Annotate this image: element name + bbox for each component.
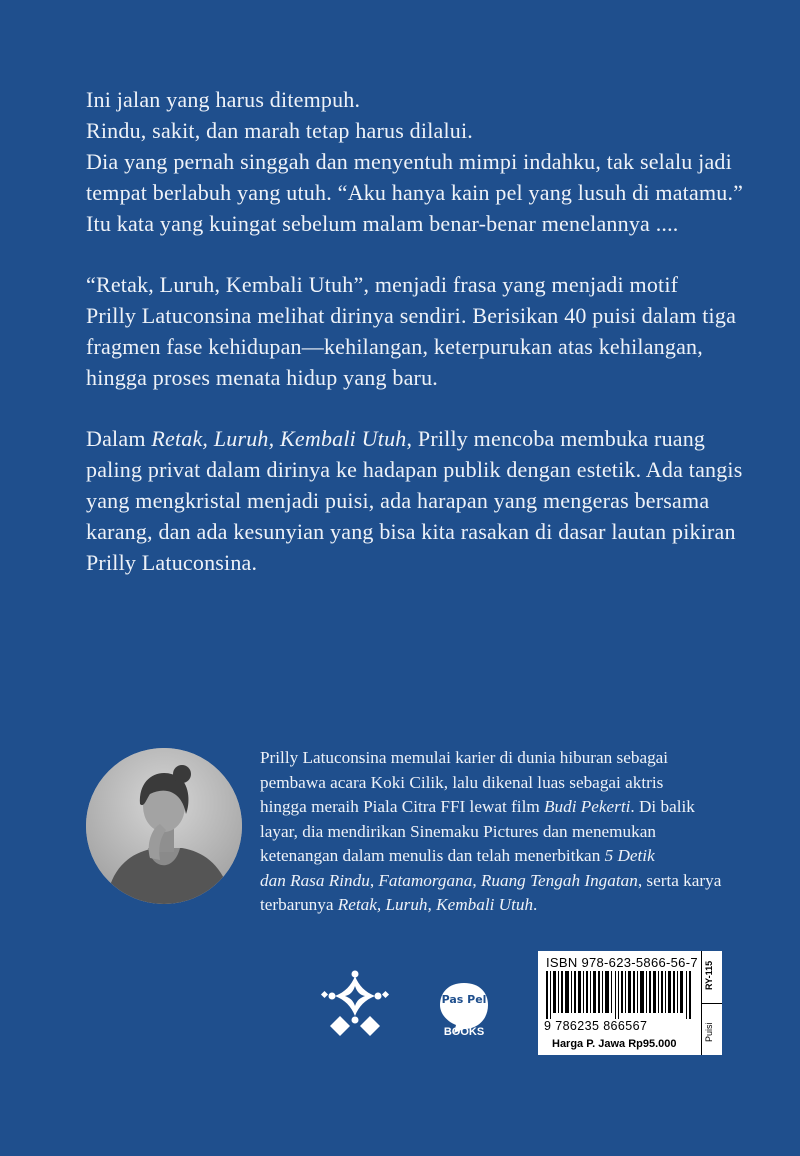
books-logo-label: BOOKS [443,1026,485,1038]
isbn-barcode-block [538,951,722,1055]
genre-label: Puisi [704,1022,714,1042]
side-strip-divider [701,1003,722,1004]
blurb-line: Rindu, sakit, dan marah tetap harus dilalui. [86,118,473,143]
book-title-italic: Ruang Tengah Ingatan [480,870,638,890]
blurb-line: yang mengkristal menjadi puisi, ada harapan yang mengeras bersama [86,488,710,513]
bio-text: . [533,895,538,914]
book-title-italic: Retak, Luruh, Kembali Utuh [151,426,407,451]
barcode-digits: 9 786235 866567 [544,1019,648,1033]
author-photo [86,748,242,904]
bio-text: , serta karya [637,870,722,890]
book-title-italic: 5 Detik [604,846,655,865]
bio-line: pembawa acara Koki Cilik, lalu dikenal luas sebagai aktris [260,772,664,792]
blurb-paragraph-3 [86,423,766,578]
bio-text: hingga meraih Piala Citra FFI lewat film [260,797,545,816]
blurb-line: paling privat dalam dirinya ke hadapan publik dengan estetik. Ada tangis [86,457,743,482]
blurb-line [86,423,766,454]
blurb-paragraph-1 [86,84,766,239]
catalog-code: RY-115 [704,960,714,990]
blurb-line: Prilly Latuconsina. [86,550,258,575]
bio-text: . Di balik [630,797,695,816]
blurb-text: Dalam [86,426,152,451]
blurb-paragraph-2 [86,269,766,393]
blurb-line: fragmen fase kehidupan—kehilangan, keterpurukan atas kehilangan, [86,334,703,359]
film-title-italic: Budi Pekerti [544,797,631,816]
blurb-line: tempat berlabuh yang utuh. “Aku hanya kain pel yang lusuh di matamu.” [86,180,744,205]
blurb-line: karang, dan ada kesunyian yang bisa kita rasakan di dasar lautan pikiran [86,519,736,544]
bio-text: , [472,870,481,890]
bio-line [260,893,780,918]
author-photo-illustration [86,748,242,904]
isbn-number: ISBN 978-623-5866-56-7 [546,955,698,970]
bio-line [260,844,780,869]
bio-text: terbarunya [260,895,338,914]
books-logo-mark-text: Pas Pel [441,993,487,1006]
bio-text: , [369,870,379,890]
author-bio [260,746,780,918]
blurb-line: “Retak, Luruh, Kembali Utuh”, menjadi frasa yang menjadi motif [86,272,679,297]
bio-line: Prilly Latuconsina memulai karier di dunia hiburan sebagai [260,748,669,767]
bio-line [260,795,780,820]
bio-line: layar, dia mendirikan Sinemaku Pictures dan menemukan [260,821,656,841]
book-title-italic: dan Rasa Rindu [260,870,370,890]
blurb-line: Prilly Latuconsina melihat dirinya sendiri. Berisikan 40 puisi dalam tiga [86,303,737,328]
blurb-line: Ini jalan yang harus ditempuh. [86,87,361,112]
barcode-icon [546,971,696,1019]
blurb-line: hingga proses menata hidup yang baru. [86,365,438,390]
blurb-line: Itu kata yang kuingat sebelum malam benar-benar menelannya .... [86,211,679,236]
book-title-italic: Fatamorgana [378,870,473,890]
blurb-line: Dia yang pernah singgah dan menyentuh mimpi indahku, tak selalu jadi [86,149,732,174]
bio-line [260,869,780,894]
blurb-text: , Prilly mencoba membuka ruang [406,426,706,451]
bio-text: ketenangan dalam menulis dan telah menerbitkan [260,846,605,865]
book-title-italic: Retak, Luruh, Kembali Utuh [337,895,534,914]
price-label: Harga P. Jawa Rp95.000 [552,1038,677,1050]
back-cover-blurb [86,84,766,608]
publisher-logo-icon [320,968,390,1038]
